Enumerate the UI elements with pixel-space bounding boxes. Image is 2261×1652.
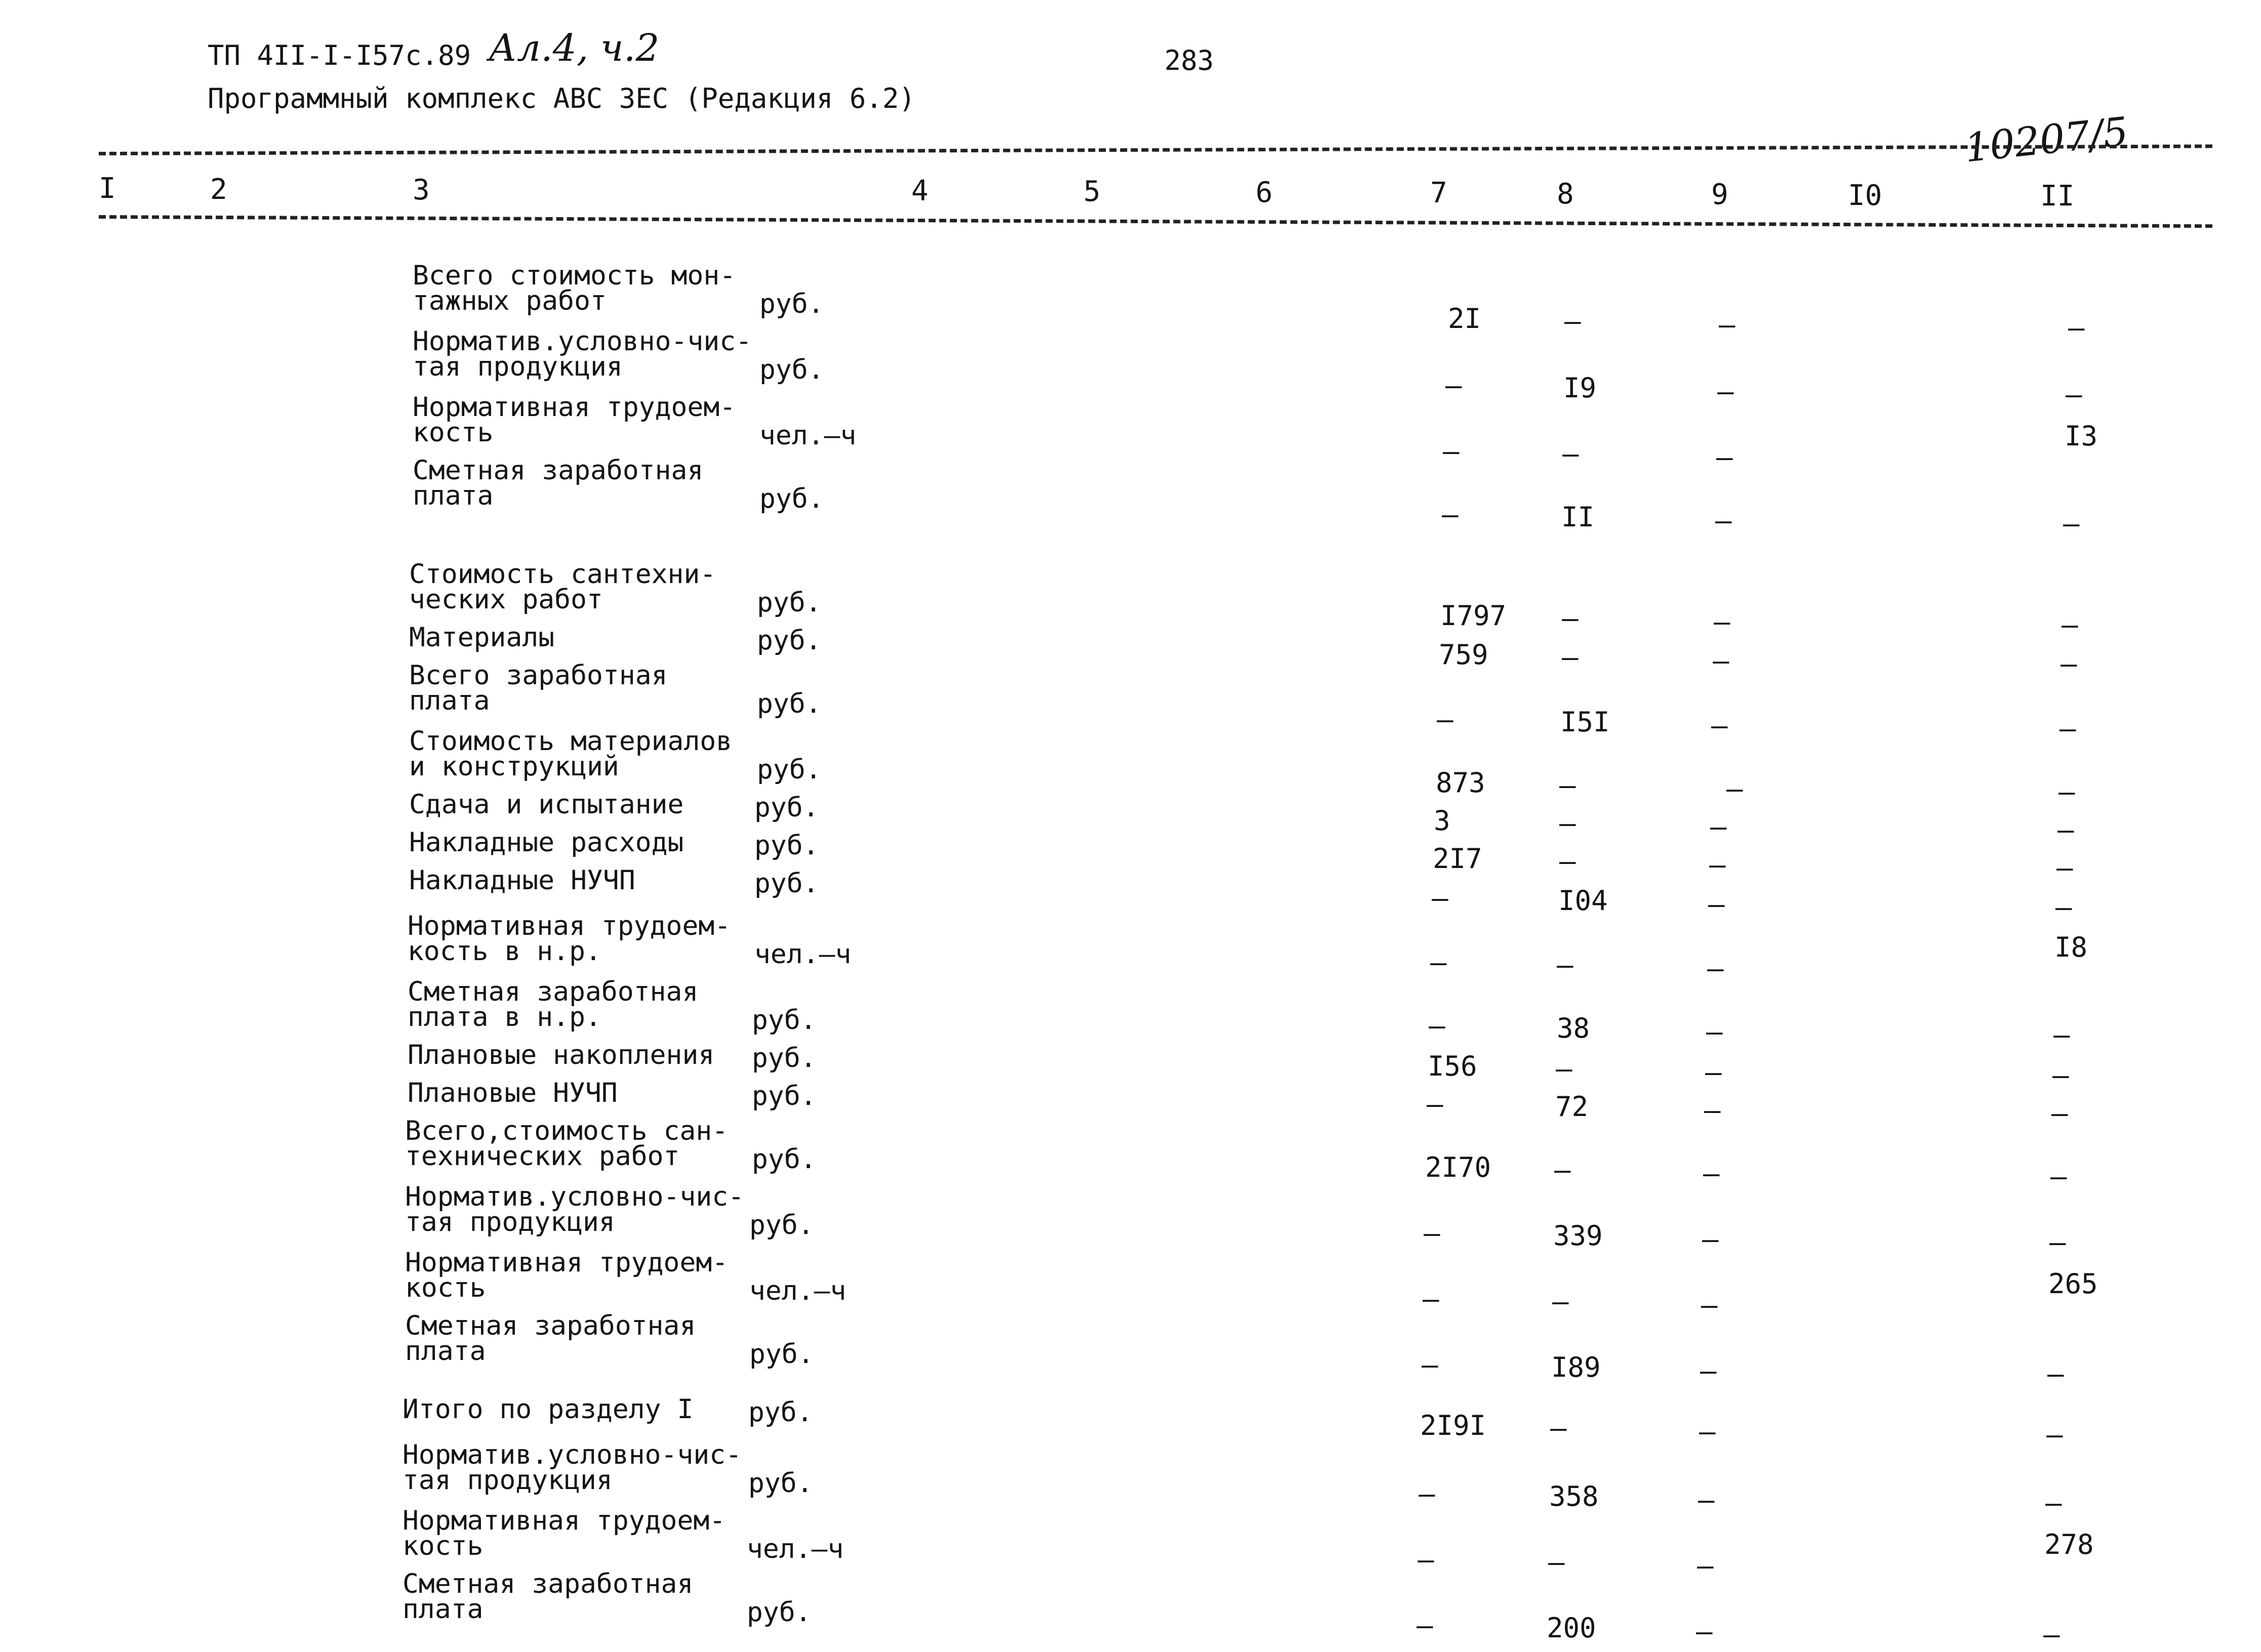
- page-number: 283: [1164, 45, 1214, 76]
- row-label-line: плата: [405, 1336, 486, 1367]
- row-label-line: Всего заработная: [409, 660, 668, 691]
- cell-col-11: 265: [2048, 1268, 2098, 1300]
- row-unit: руб.: [754, 792, 819, 823]
- row-label-line: тажных работ: [413, 285, 607, 316]
- cell-col-11: –: [2068, 312, 2085, 344]
- cell-col-9: –: [1705, 1056, 1722, 1088]
- cell-col-8: –: [1562, 641, 1579, 673]
- row-label-line: Норматив.условно-чис-: [402, 1439, 742, 1470]
- cell-col-9: –: [1726, 773, 1743, 805]
- row-label-line: кость: [413, 417, 494, 448]
- cell-col-8: –: [1554, 1154, 1571, 1186]
- cell-col-11: –: [2047, 1358, 2064, 1390]
- row-label-line: технических работ: [405, 1141, 680, 1172]
- row-label-line: Накладные расходы: [409, 827, 684, 858]
- cell-col-7: –: [1442, 499, 1459, 530]
- cell-col-9: –: [1698, 1484, 1715, 1516]
- row-unit: чел.–ч: [759, 420, 857, 451]
- row-unit: руб.: [752, 1005, 817, 1036]
- row-label-line: тая продукция: [405, 1207, 615, 1237]
- cell-col-11: –: [2056, 852, 2073, 884]
- cell-col-8: –: [1559, 807, 1576, 839]
- row-label-line: Стоимость материалов: [409, 726, 733, 757]
- row-unit: руб.: [748, 1397, 813, 1428]
- cell-col-8: –: [1562, 602, 1579, 634]
- document-subtitle: Программный комплекс АВС ЗЕС (Редакция 6.2): [208, 82, 915, 114]
- cell-col-9: –: [1709, 849, 1726, 881]
- cell-col-9: –: [1711, 710, 1728, 741]
- cell-col-9: –: [1701, 1289, 1718, 1321]
- cell-col-11: –: [2052, 1059, 2069, 1091]
- cell-col-9: –: [1702, 1223, 1719, 1255]
- row-unit: руб.: [759, 483, 824, 514]
- cell-col-11: –: [2066, 379, 2082, 410]
- cell-col-8: –: [1556, 1053, 1572, 1085]
- column-number-10: I0: [1848, 179, 1882, 212]
- cell-col-11: –: [2050, 1161, 2067, 1192]
- row-unit: чел.–ч: [747, 1534, 844, 1564]
- cell-col-9: –: [1697, 1550, 1714, 1582]
- row-label-line: плата: [402, 1594, 483, 1625]
- row-unit: руб.: [749, 1339, 814, 1370]
- row-label-line: Сметная заработная: [402, 1568, 694, 1599]
- row-label-line: Всего стоимость мон-: [413, 260, 736, 291]
- row-unit: руб.: [757, 625, 822, 656]
- cell-col-7: 2I7: [1433, 843, 1482, 875]
- row-unit: руб.: [752, 1144, 817, 1175]
- row-unit: руб.: [759, 354, 824, 385]
- cell-col-8: 38: [1557, 1012, 1590, 1044]
- cell-col-11: –: [2051, 1097, 2068, 1129]
- cell-col-9: –: [1719, 309, 1735, 341]
- cell-col-7: 3: [1434, 805, 1450, 837]
- cell-col-9: –: [1696, 1616, 1713, 1647]
- row-label-line: Всего,стоимость сан-: [405, 1116, 729, 1146]
- cell-col-7: 759: [1439, 639, 1488, 671]
- row-label-line: Нормативная трудоем-: [413, 392, 736, 423]
- header-bottom-rule: [99, 215, 2212, 228]
- cell-col-11: I3: [2065, 420, 2098, 452]
- row-label-line: Нормативная трудоем-: [405, 1247, 729, 1278]
- cell-col-7: –: [1432, 882, 1448, 914]
- row-unit: чел.–ч: [749, 1275, 846, 1306]
- cell-col-7: 2I9I: [1420, 1410, 1486, 1441]
- cell-col-11: –: [2062, 609, 2078, 641]
- cell-col-11: –: [2053, 1019, 2070, 1051]
- cell-col-11: –: [2045, 1487, 2062, 1519]
- row-unit: руб.: [752, 1043, 817, 1073]
- row-label-line: Нормативная трудоем-: [402, 1505, 726, 1536]
- cell-col-9: –: [1714, 606, 1730, 638]
- row-label-line: плата в н.р.: [408, 1002, 601, 1032]
- document-code: ТП 4II-I-I57с.89: [208, 39, 471, 71]
- cell-col-9: –: [1706, 1016, 1723, 1048]
- handwritten-sheet-number: 10207/5: [1962, 109, 2130, 172]
- cell-col-9: –: [1713, 645, 1729, 677]
- cell-col-9: –: [1717, 376, 1734, 407]
- row-label-line: плата: [409, 685, 490, 716]
- row-unit: руб.: [759, 288, 824, 319]
- row-label-line: Накладные НУЧП: [409, 865, 635, 896]
- row-label-line: Итого по разделу I: [402, 1394, 694, 1425]
- row-label-line: и конструкций: [409, 751, 619, 782]
- row-unit: руб.: [748, 1468, 813, 1499]
- column-number-6: 6: [1256, 176, 1273, 209]
- column-number-1: I: [99, 172, 116, 205]
- cell-col-11: I8: [2054, 931, 2088, 963]
- cell-col-11: –: [2061, 648, 2077, 680]
- row-unit: руб.: [754, 830, 819, 861]
- cell-col-7: –: [1437, 704, 1454, 735]
- cell-col-8: –: [1550, 1412, 1567, 1444]
- column-number-5: 5: [1083, 175, 1101, 208]
- cell-col-8: 339: [1553, 1220, 1603, 1252]
- cell-col-11: –: [2049, 1226, 2066, 1258]
- column-number-3: 3: [413, 174, 430, 206]
- row-unit: руб.: [757, 587, 822, 618]
- cell-col-9: –: [1715, 505, 1732, 536]
- row-label-line: тая продукция: [413, 351, 623, 382]
- cell-col-8: –: [1557, 949, 1573, 981]
- cell-col-11: –: [2055, 891, 2072, 923]
- row-label-line: Сдача и испытание: [409, 789, 684, 820]
- cell-col-9: –: [1716, 441, 1733, 473]
- row-label-line: Норматив.условно-чис-: [413, 326, 752, 357]
- row-unit: чел.–ч: [754, 939, 852, 970]
- cell-col-8: –: [1559, 845, 1576, 877]
- row-unit: руб.: [747, 1597, 812, 1628]
- cell-col-8: I5I: [1560, 706, 1610, 738]
- row-label-line: кость в н.р.: [408, 936, 601, 967]
- cell-col-7: 873: [1436, 767, 1485, 799]
- cell-col-8: 200: [1547, 1612, 1596, 1644]
- cell-col-8: I9: [1563, 372, 1597, 404]
- cell-col-7: –: [1418, 1544, 1434, 1576]
- column-number-4: 4: [911, 174, 928, 208]
- cell-col-7: –: [1443, 435, 1460, 467]
- column-number-9: 9: [1711, 178, 1728, 211]
- cell-col-7: I56: [1428, 1050, 1477, 1082]
- cell-col-11: –: [2046, 1419, 2063, 1451]
- cell-col-11: –: [2043, 1619, 2060, 1650]
- row-label-line: ческих работ: [409, 584, 603, 615]
- row-unit: руб.: [749, 1210, 814, 1241]
- column-number-2: 2: [210, 173, 227, 206]
- cell-col-7: –: [1429, 1010, 1445, 1042]
- header-top-rule: [99, 144, 2212, 155]
- cell-col-7: –: [1427, 1088, 1443, 1120]
- cell-col-8: I89: [1551, 1351, 1601, 1383]
- cell-col-8: –: [1548, 1546, 1565, 1578]
- cell-col-9: –: [1704, 1094, 1721, 1126]
- row-label-line: Материалы: [409, 622, 555, 653]
- cell-col-7: –: [1423, 1283, 1439, 1315]
- row-label-line: кость: [402, 1531, 483, 1561]
- row-unit: руб.: [754, 868, 819, 899]
- row-label-line: Плановые НУЧП: [408, 1078, 618, 1108]
- cell-col-7: –: [1430, 946, 1447, 978]
- cell-col-11: –: [2057, 814, 2074, 846]
- cell-col-9: –: [1699, 1416, 1716, 1448]
- cell-col-8: –: [1559, 769, 1576, 801]
- cell-col-7: –: [1445, 369, 1462, 401]
- row-label-line: Сметная заработная: [405, 1310, 696, 1341]
- column-number-8: 8: [1557, 177, 1574, 211]
- cell-col-8: –: [1564, 305, 1581, 337]
- row-unit: руб.: [757, 754, 822, 785]
- cell-col-7: –: [1422, 1349, 1438, 1381]
- handwritten-reference: Ал.4, ч.2: [489, 26, 660, 70]
- row-unit: руб.: [757, 688, 822, 719]
- column-number-11: II: [2040, 180, 2075, 213]
- cell-col-7: I797: [1440, 600, 1507, 632]
- cell-col-7: 2I70: [1425, 1151, 1491, 1183]
- cell-col-8: II: [1561, 501, 1595, 533]
- cell-col-9: –: [1703, 1158, 1720, 1189]
- cell-col-7: –: [1417, 1609, 1433, 1641]
- row-label-line: Плановые накопления: [408, 1040, 715, 1070]
- cell-col-11: –: [2063, 508, 2080, 540]
- row-label-line: тая продукция: [402, 1465, 613, 1496]
- row-label-line: Нормативная трудоем-: [408, 911, 731, 941]
- row-label-line: Сметная заработная: [413, 455, 704, 486]
- row-label-line: Стоимость сантехни-: [409, 559, 716, 590]
- cell-col-9: –: [1710, 811, 1727, 843]
- cell-col-8: –: [1562, 438, 1579, 470]
- cell-col-7: 2I: [1448, 303, 1481, 335]
- cell-col-9: –: [1708, 888, 1725, 920]
- row-label-line: Норматив.условно-чис-: [405, 1181, 745, 1212]
- column-number-7: 7: [1430, 177, 1447, 210]
- cell-col-11: 278: [2044, 1529, 2094, 1560]
- cell-col-8: I04: [1558, 885, 1608, 917]
- cell-col-7: –: [1424, 1217, 1440, 1249]
- cell-col-9: –: [1707, 953, 1724, 984]
- row-label-line: плата: [413, 480, 494, 511]
- cell-col-11: –: [2058, 776, 2075, 808]
- row-unit: руб.: [752, 1081, 817, 1111]
- row-label-line: Сметная заработная: [408, 976, 699, 1007]
- cell-col-8: –: [1552, 1286, 1569, 1317]
- cell-col-9: –: [1700, 1355, 1717, 1387]
- row-label-line: кость: [405, 1272, 486, 1303]
- cell-col-8: 358: [1549, 1480, 1599, 1512]
- cell-col-7: –: [1419, 1478, 1435, 1510]
- cell-col-11: –: [2060, 713, 2076, 745]
- cell-col-8: 72: [1555, 1091, 1589, 1123]
